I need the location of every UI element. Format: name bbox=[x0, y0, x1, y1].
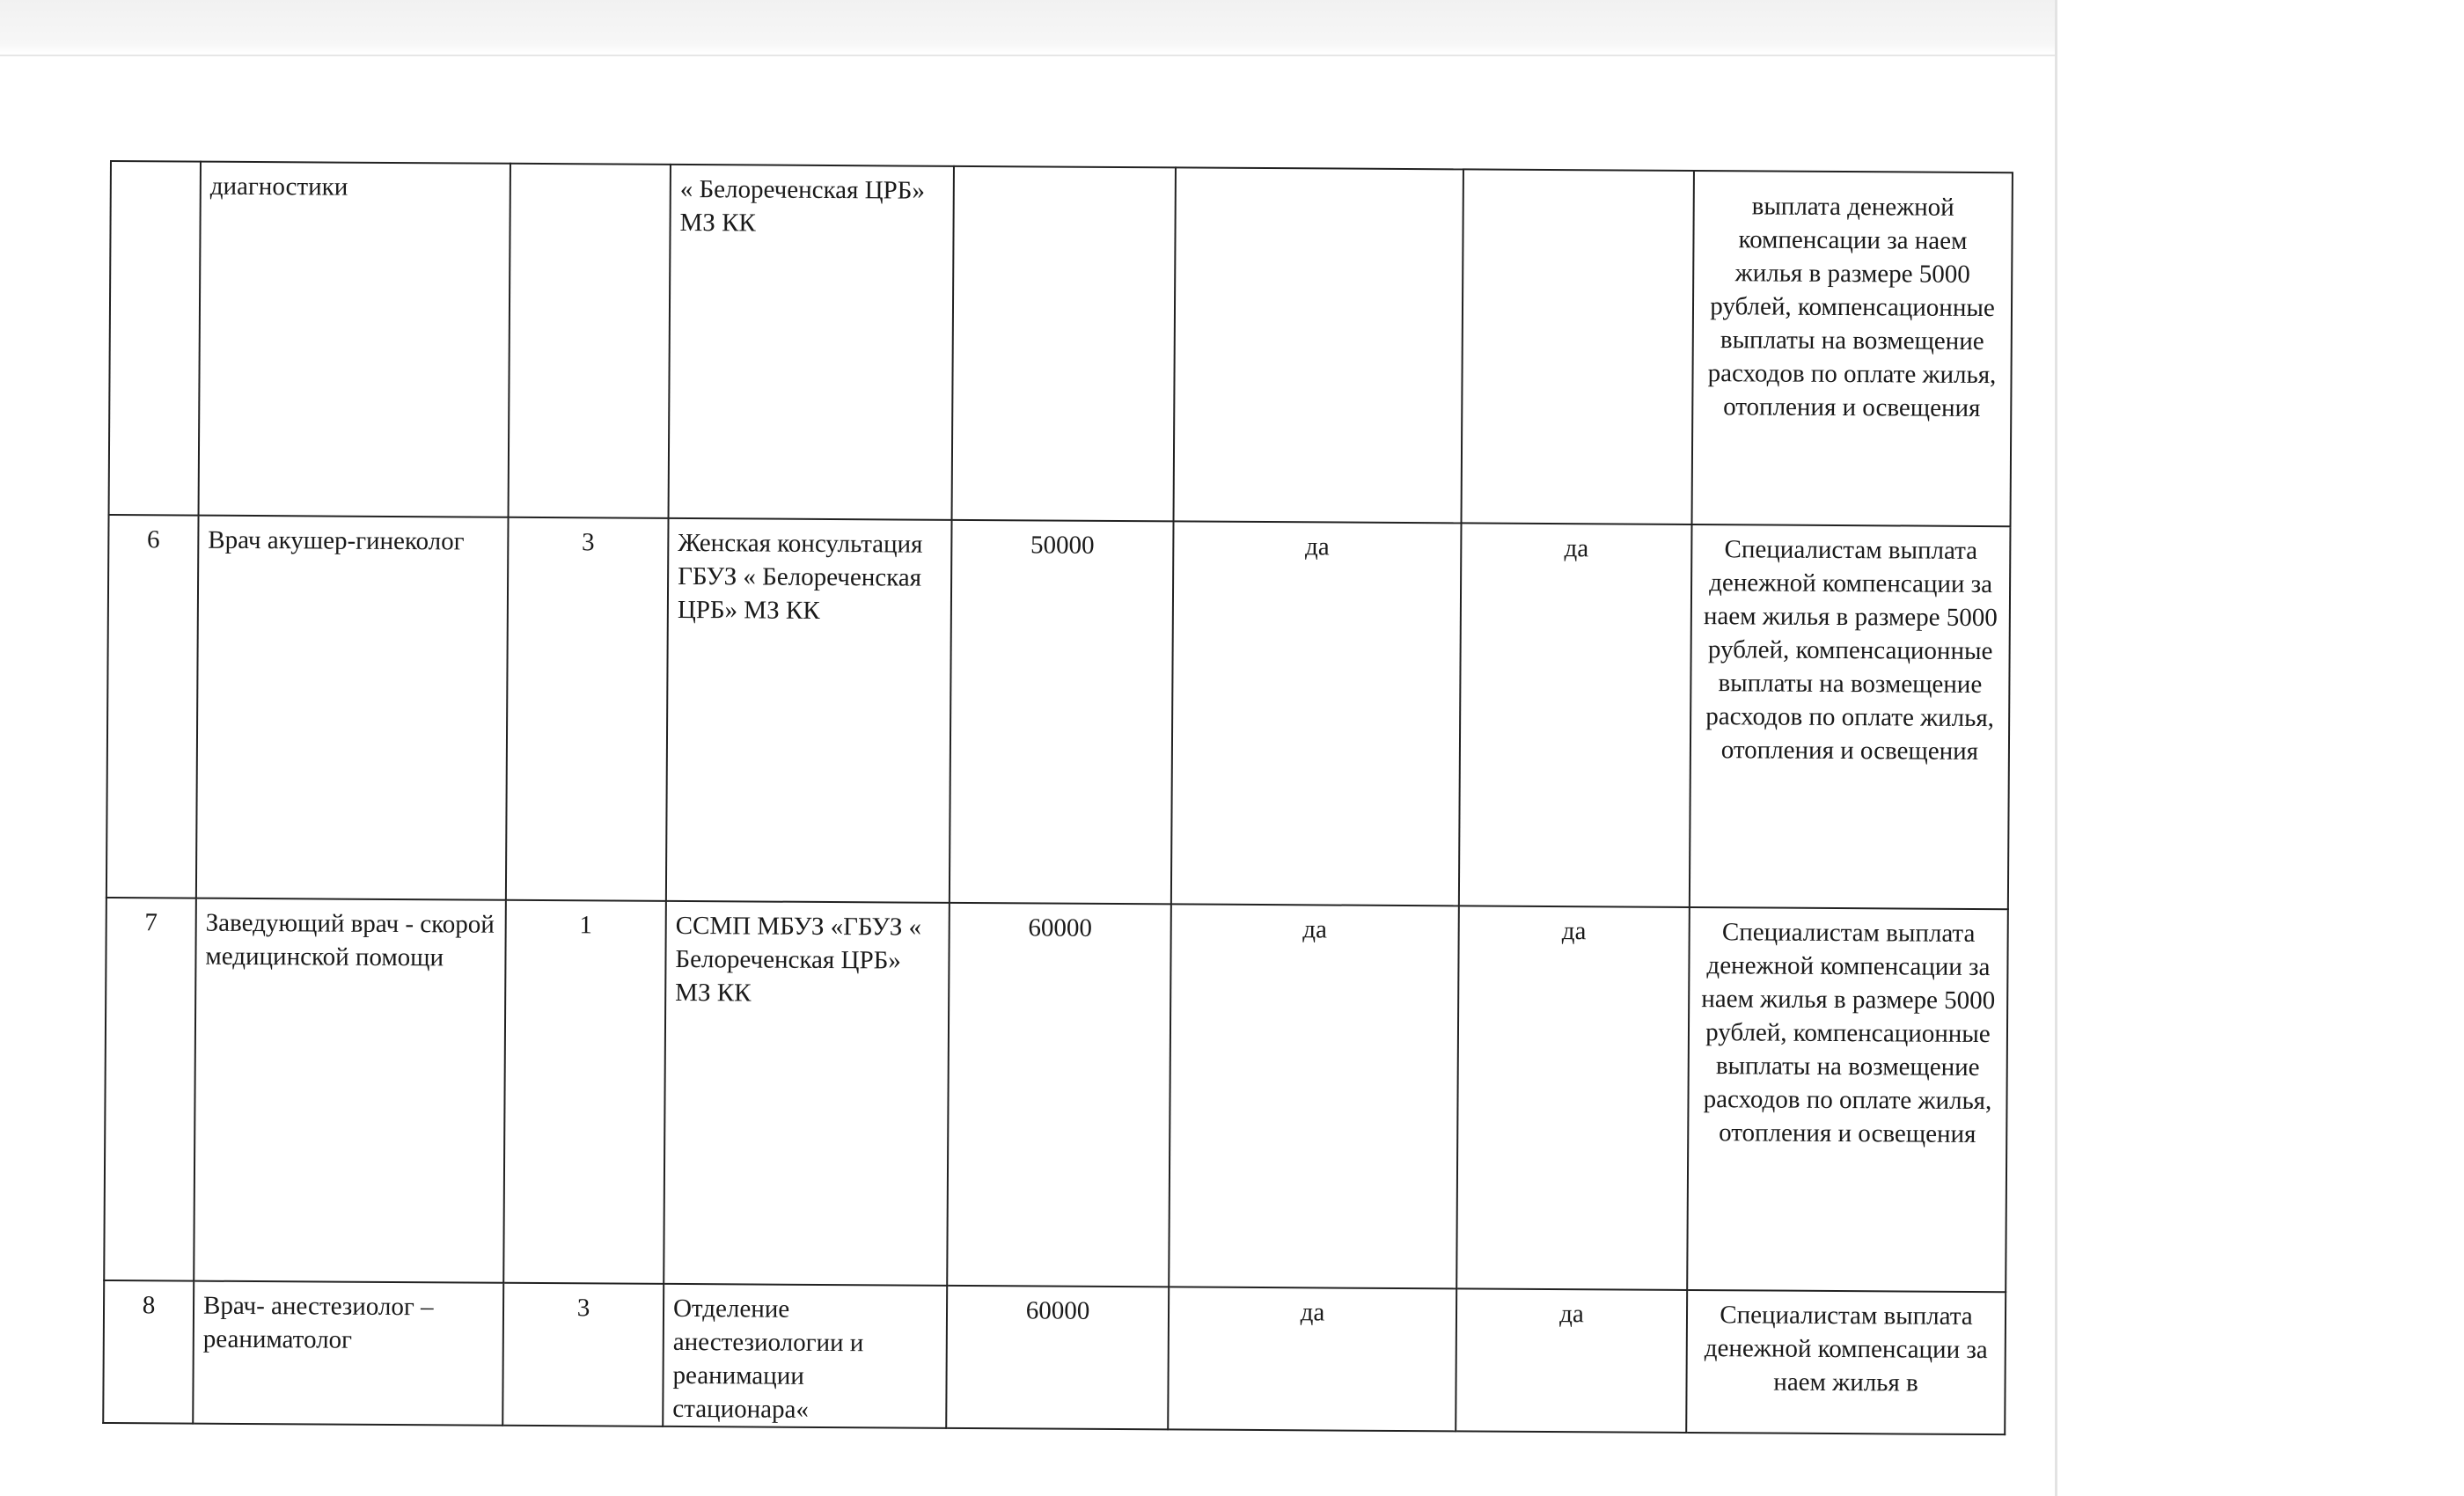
position-cell: Врач- анестезиолог – реаниматолог bbox=[193, 1281, 503, 1426]
yes-cell-1: да bbox=[1168, 1287, 1456, 1431]
benefits-note-cell: Специалистам выплата денежной компенсации за наем жилья в размере 5000 рублей, компенсационные выплаты на возмещение расходов по оплате жилья, отопления и освещения bbox=[1690, 524, 2011, 909]
salary-cell: 60000 bbox=[947, 903, 1171, 1287]
salary-cell: 60000 bbox=[946, 1286, 1169, 1430]
count-cell: 3 bbox=[502, 1283, 664, 1426]
table-row bbox=[106, 515, 2011, 909]
count-cell: 1 bbox=[503, 900, 666, 1284]
row-number-cell: 6 bbox=[106, 515, 199, 898]
position-cell: Врач акушер-гинеколог bbox=[196, 516, 509, 900]
benefits-note-cell: Специалистам выплата денежной компенсации за наем жилья в bbox=[1686, 1290, 2006, 1434]
yes-cell-1: да bbox=[1171, 521, 1462, 906]
count-cell bbox=[509, 164, 671, 518]
yes-cell-2: да bbox=[1459, 523, 1692, 907]
yes-cell-2: да bbox=[1456, 1288, 1687, 1433]
table-row bbox=[104, 898, 2008, 1292]
count-cell: 3 bbox=[506, 517, 669, 901]
yes-cell-2 bbox=[1462, 169, 1694, 524]
organization-cell: « Белореченская ЦРБ» МЗ КК bbox=[669, 165, 954, 520]
benefits-note-cell: выплата денежной компенсации за наем жилья в размере 5000 рублей, компенсационные выплаты на возмещение расходов по оплате жилья, отопления и освещения bbox=[1692, 171, 2013, 526]
benefits-note-cell: Специалистам выплата денежной компенсации за наем жилья в размере 5000 рублей, компенсационные выплаты на возмещение расходов по оплате жилья, отопления и освещения bbox=[1687, 907, 2008, 1292]
table-row bbox=[103, 1280, 2006, 1434]
position-cell: диагностики bbox=[199, 162, 510, 517]
organization-cell: Отделение анестезиологии и реанимации стационара« bbox=[663, 1284, 947, 1428]
row-number-cell: 7 bbox=[104, 898, 196, 1281]
position-cell: Заведующий врач - скорой медицинской помощи bbox=[194, 898, 506, 1283]
organization-cell: ССМП МБУЗ «ГБУЗ « Белореченская ЦРБ» МЗ КК bbox=[664, 901, 950, 1286]
salary-cell bbox=[952, 166, 1176, 522]
organization-cell: Женская консультация ГБУЗ « Белореченская ЦРБ» МЗ КК bbox=[666, 518, 952, 903]
row-number-cell: 8 bbox=[103, 1280, 194, 1424]
vacancy-table bbox=[102, 160, 2013, 1435]
yes-cell-1: да bbox=[1169, 904, 1459, 1288]
yes-cell-2: да bbox=[1456, 906, 1690, 1290]
row-number-cell bbox=[109, 161, 201, 516]
table-row bbox=[109, 161, 2013, 526]
scan-right-margin bbox=[2055, 0, 2464, 1496]
salary-cell: 50000 bbox=[950, 520, 1174, 905]
yes-cell-1 bbox=[1174, 167, 1463, 523]
